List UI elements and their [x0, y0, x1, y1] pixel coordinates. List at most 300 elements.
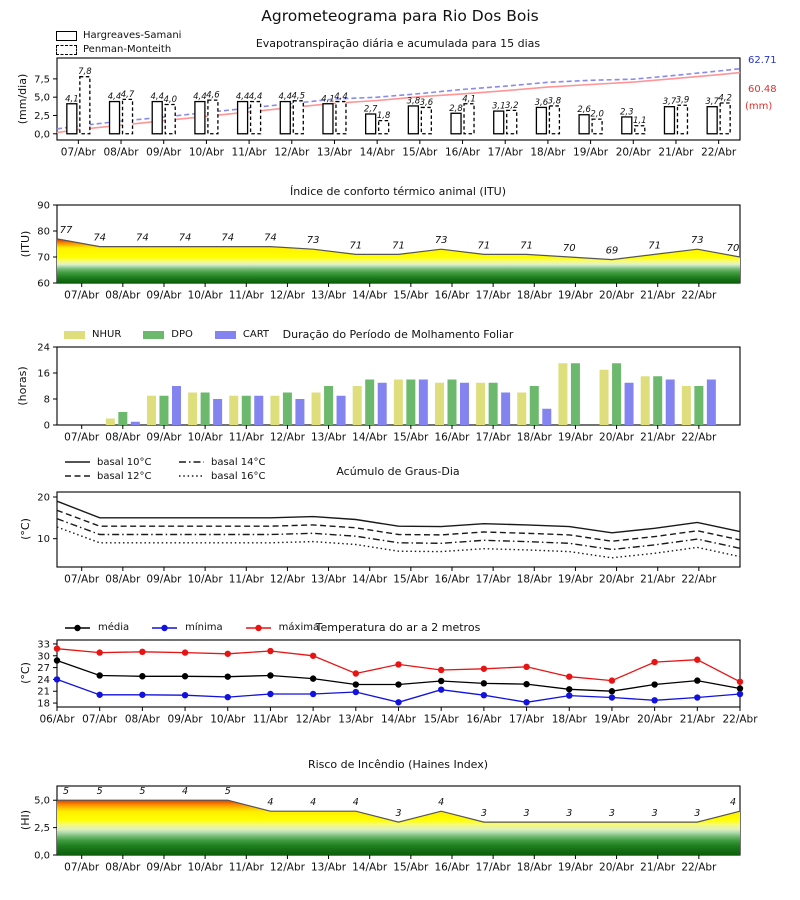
svg-text:60: 60 [37, 278, 50, 290]
temperature-marker [694, 657, 700, 663]
dpo-bar [641, 376, 650, 425]
svg-text:13/Abr: 13/Abr [311, 431, 347, 444]
svg-text:11/Abr: 11/Abr [228, 431, 264, 444]
svg-text:3: 3 [395, 808, 402, 820]
temperature-marker [566, 692, 572, 698]
temperature-marker [737, 679, 743, 685]
svg-text:7,5: 7,5 [34, 74, 50, 86]
dpo-bar [460, 383, 469, 425]
svg-text:21/Abr: 21/Abr [658, 146, 694, 159]
temperature-marker [267, 691, 273, 697]
svg-text:09/Abr: 09/Abr [146, 573, 182, 586]
svg-text:1,8: 1,8 [376, 111, 391, 122]
svg-text:07/Abr: 07/Abr [64, 861, 100, 874]
svg-text:21/Abr: 21/Abr [640, 289, 676, 302]
dpo-bar [270, 396, 279, 425]
svg-text:10/Abr: 10/Abr [188, 146, 224, 159]
temperature-marker [694, 694, 700, 700]
svg-text:17/Abr: 17/Abr [475, 431, 511, 444]
svg-text:11/Abr: 11/Abr [228, 289, 264, 302]
svg-text:09/Abr: 09/Abr [146, 289, 182, 302]
temperature-marker [267, 648, 273, 654]
chart-title-molhamento: Duração do Período de Molhamento Foliar [282, 328, 514, 341]
dpo-bar [666, 380, 675, 426]
dpo-bar [242, 396, 251, 425]
temperature-marker [96, 692, 102, 698]
et-bar [366, 114, 376, 134]
svg-text:4: 4 [310, 797, 317, 809]
et-bar [635, 126, 645, 134]
dpo-bar [501, 393, 510, 426]
svg-text:19/Abr: 19/Abr [557, 431, 593, 444]
svg-text:11/Abr: 11/Abr [231, 146, 267, 159]
svg-text:70: 70 [726, 243, 740, 254]
svg-text:24: 24 [37, 674, 50, 686]
dpo-bar [312, 393, 321, 426]
svg-text:30: 30 [37, 651, 50, 663]
svg-text:3: 3 [608, 808, 615, 820]
et-bar [622, 117, 632, 134]
legend-label: basal 16°C [211, 470, 266, 482]
svg-text:2,5: 2,5 [34, 823, 50, 835]
svg-text:5: 5 [139, 786, 146, 798]
svg-text:3,6: 3,6 [534, 97, 549, 108]
et-bar [280, 102, 290, 134]
dpo-bar [489, 383, 498, 425]
svg-text:4,1: 4,1 [462, 94, 476, 105]
temperature-marker [54, 645, 60, 651]
svg-text:70: 70 [562, 243, 576, 254]
svg-text:19/Abr: 19/Abr [557, 861, 593, 874]
chart-title-graus-dia: Acúmulo de Graus-Dia [336, 465, 460, 478]
svg-text:3: 3 [566, 808, 573, 820]
y-axis-label-evapo: (mm/dia) [16, 73, 29, 125]
et-bar [592, 119, 602, 134]
et-bar [379, 121, 389, 134]
legend-label: média [98, 622, 130, 633]
svg-text:71: 71 [392, 240, 405, 252]
svg-text:10/Abr: 10/Abr [210, 713, 246, 726]
temperature-marker [54, 676, 60, 682]
chart-title-temperatura: Temperatura do ar a 2 metros [315, 621, 481, 634]
svg-text:08/Abr: 08/Abr [103, 146, 139, 159]
temperature-marker [310, 653, 316, 659]
dpo-bar [229, 396, 238, 425]
svg-text:3,6: 3,6 [419, 97, 434, 108]
svg-text:13/Abr: 13/Abr [316, 146, 353, 159]
dpo-bar [419, 380, 428, 426]
svg-text:20/Abr: 20/Abr [637, 713, 673, 726]
svg-text:20: 20 [37, 492, 50, 504]
et-bar [494, 111, 504, 134]
svg-text:71: 71 [477, 240, 491, 252]
dpo-bar [172, 386, 181, 425]
svg-text:08/Abr: 08/Abr [105, 861, 141, 874]
temperature-marker [353, 681, 359, 687]
svg-text:06/Abr: 06/Abr [39, 713, 75, 726]
temperature-marker [353, 689, 359, 695]
svg-text:73: 73 [306, 235, 320, 247]
dpo-bar [447, 380, 456, 426]
temperature-marker [310, 691, 316, 697]
et-bar [336, 102, 346, 134]
svg-text:4: 4 [352, 797, 359, 809]
dpo-bar [653, 376, 662, 425]
temperature-marker [566, 686, 572, 692]
dpo-bar [707, 380, 716, 426]
dpo-bar [406, 380, 415, 426]
svg-text:80: 80 [37, 226, 50, 238]
temperature-marker [139, 649, 145, 655]
svg-text:4,4: 4,4 [193, 92, 207, 103]
chart-molhamento [37, 343, 740, 444]
svg-text:16/Abr: 16/Abr [434, 861, 470, 874]
legend-label: máxima [278, 622, 320, 633]
et-bar [67, 104, 77, 134]
svg-text:22/Abr: 22/Abr [722, 713, 758, 726]
legend-label: basal 12°C [97, 470, 152, 482]
svg-text:8: 8 [43, 394, 50, 406]
svg-text:69: 69 [605, 245, 619, 257]
svg-text:5,0: 5,0 [34, 795, 50, 807]
temperature-marker [481, 666, 487, 672]
et-bar [536, 107, 546, 133]
svg-text:74: 74 [136, 232, 149, 244]
svg-text:08/Abr: 08/Abr [105, 431, 141, 444]
svg-text:11/Abr: 11/Abr [252, 713, 288, 726]
svg-text:21/Abr: 21/Abr [640, 431, 676, 444]
svg-text:16/Abr: 16/Abr [444, 146, 481, 159]
svg-text:18/Abr: 18/Abr [516, 431, 552, 444]
chart-itu [37, 201, 740, 302]
dpo-bar [571, 363, 580, 425]
et-bar [707, 107, 717, 134]
svg-text:21/Abr: 21/Abr [640, 573, 676, 586]
temperature-marker [651, 697, 657, 703]
svg-text:1,1: 1,1 [633, 116, 647, 127]
et-bar [208, 100, 218, 134]
et-bar [110, 102, 120, 134]
svg-text:4,4: 4,4 [150, 92, 164, 103]
temperature-marker [182, 673, 188, 679]
dpo-bar [106, 419, 115, 426]
svg-text:21/Abr: 21/Abr [679, 713, 715, 726]
svg-text:17/Abr: 17/Abr [487, 146, 523, 159]
svg-text:4: 4 [267, 797, 274, 809]
temperature-marker [353, 670, 359, 676]
svg-text:21/Abr: 21/Abr [640, 861, 676, 874]
et-bar [238, 102, 248, 134]
svg-text:07/Abr: 07/Abr [64, 289, 100, 302]
svg-text:4,6: 4,6 [206, 90, 220, 101]
chart-title-evapotranspiration: Evapotranspiração diária e acumulada para 15 dias [255, 37, 541, 50]
et-bar [80, 77, 90, 134]
dpo-bar [365, 380, 374, 426]
svg-text:0,0: 0,0 [34, 129, 50, 141]
dpo-bar [324, 386, 333, 425]
dpo-bar [558, 363, 567, 425]
dpo-bar [353, 386, 362, 425]
temperature-marker [182, 692, 188, 698]
et-bar [251, 102, 261, 134]
temperature-marker [96, 649, 102, 655]
svg-text:14/Abr: 14/Abr [359, 146, 395, 159]
temperature-marker [566, 673, 572, 679]
svg-text:73: 73 [434, 235, 448, 247]
svg-text:4,5: 4,5 [291, 91, 306, 102]
svg-text:20/Abr: 20/Abr [599, 573, 635, 586]
temperature-marker [225, 673, 231, 679]
svg-text:18/Abr: 18/Abr [516, 289, 552, 302]
dpo-bar [295, 399, 304, 425]
dpo-bar [131, 422, 140, 425]
svg-text:2,3: 2,3 [620, 107, 634, 118]
svg-text:2,5: 2,5 [34, 110, 50, 122]
legend-label: basal 10°C [97, 456, 152, 468]
svg-text:12/Abr: 12/Abr [274, 146, 310, 159]
et-bar [152, 102, 162, 134]
svg-text:4,7: 4,7 [120, 89, 135, 100]
svg-text:4: 4 [438, 797, 445, 809]
svg-text:15/Abr: 15/Abr [393, 573, 429, 586]
svg-text:12/Abr: 12/Abr [269, 431, 305, 444]
svg-text:17/Abr: 17/Abr [475, 573, 511, 586]
temperature-marker [395, 681, 401, 687]
svg-text:3: 3 [480, 808, 487, 820]
et-bar [323, 104, 333, 134]
temperature-marker [395, 699, 401, 705]
et-bar [195, 102, 205, 134]
chart-temp [37, 639, 758, 725]
temperature-marker [395, 661, 401, 667]
svg-text:74: 74 [221, 232, 235, 244]
et-bar [123, 99, 133, 133]
dpo-bar [600, 370, 609, 425]
dpo-bar [435, 383, 444, 425]
svg-text:21: 21 [37, 686, 50, 698]
accumulated-total-hargreaves: 60.48 [748, 84, 777, 95]
legend-label: mínima [185, 622, 223, 633]
svg-text:4,4: 4,4 [278, 92, 293, 103]
svg-text:15/Abr: 15/Abr [393, 289, 429, 302]
svg-text:22/Abr: 22/Abr [681, 289, 717, 302]
temperature-marker [267, 672, 273, 678]
svg-text:14/Abr: 14/Abr [352, 573, 388, 586]
svg-text:10/Abr: 10/Abr [187, 861, 223, 874]
svg-text:3,7: 3,7 [705, 97, 719, 108]
temperature-marker [694, 677, 700, 683]
svg-text:0: 0 [43, 420, 50, 432]
svg-text:14/Abr: 14/Abr [352, 431, 388, 444]
svg-text:10/Abr: 10/Abr [187, 289, 223, 302]
svg-text:08/Abr: 08/Abr [124, 713, 160, 726]
svg-text:74: 74 [93, 232, 107, 244]
temperature-marker [225, 694, 231, 700]
svg-text:13/Abr: 13/Abr [338, 713, 374, 726]
temperature-marker [54, 657, 60, 663]
svg-text:17/Abr: 17/Abr [475, 289, 511, 302]
svg-text:10/Abr: 10/Abr [187, 431, 223, 444]
dpo-bar [147, 396, 156, 425]
svg-text:2,8: 2,8 [449, 103, 463, 114]
dpo-bar [188, 393, 197, 426]
svg-text:22/Abr: 22/Abr [701, 146, 737, 159]
temperature-marker [523, 681, 529, 687]
svg-text:18/Abr: 18/Abr [551, 713, 587, 726]
svg-text:12/Abr: 12/Abr [269, 861, 305, 874]
dpo-bar [254, 396, 263, 425]
svg-text:20/Abr: 20/Abr [599, 431, 635, 444]
svg-text:4: 4 [729, 797, 737, 809]
temperature-marker [523, 699, 529, 705]
svg-text:3: 3 [651, 808, 658, 820]
svg-text:08/Abr: 08/Abr [105, 289, 141, 302]
chart-evapo [34, 58, 740, 159]
svg-text:71: 71 [349, 240, 363, 252]
svg-text:14/Abr: 14/Abr [352, 289, 388, 302]
svg-text:10/Abr: 10/Abr [187, 573, 223, 586]
svg-text:19/Abr: 19/Abr [573, 146, 609, 159]
svg-text:22/Abr: 22/Abr [681, 573, 717, 586]
et-bar [549, 106, 559, 134]
temperature-marker [737, 691, 743, 697]
svg-text:5: 5 [96, 786, 103, 798]
et-bar [408, 106, 418, 134]
svg-text:07/Abr: 07/Abr [64, 573, 100, 586]
legend-label: basal 14°C [211, 456, 266, 468]
svg-text:2,7: 2,7 [363, 104, 378, 115]
legend-label: Hargreaves-Samani [83, 30, 182, 41]
chart-title-haines: Risco de Incêndio (Haines Index) [307, 758, 489, 771]
svg-text:4: 4 [182, 786, 189, 798]
degree-day-line [57, 501, 740, 533]
svg-text:16/Abr: 16/Abr [434, 573, 470, 586]
svg-text:74: 74 [178, 232, 192, 244]
svg-text:3: 3 [694, 808, 701, 820]
svg-text:3,7: 3,7 [662, 97, 677, 108]
temperature-marker [523, 664, 529, 670]
svg-text:90: 90 [37, 200, 50, 212]
svg-text:19/Abr: 19/Abr [557, 573, 593, 586]
y-axis-label-itu: (ITU) [19, 230, 32, 258]
svg-text:09/Abr: 09/Abr [167, 713, 203, 726]
svg-text:20/Abr: 20/Abr [615, 146, 651, 159]
temperature-marker [438, 667, 444, 673]
et-bar [165, 104, 175, 133]
svg-text:4,0: 4,0 [163, 94, 177, 105]
et-bar [293, 101, 303, 134]
svg-text:17/Abr: 17/Abr [509, 713, 545, 726]
svg-text:09/Abr: 09/Abr [146, 146, 182, 159]
svg-text:4,2: 4,2 [718, 93, 732, 104]
temperature-marker [609, 677, 615, 683]
svg-text:10: 10 [37, 534, 50, 546]
temperature-marker [609, 688, 615, 694]
svg-text:09/Abr: 09/Abr [146, 861, 182, 874]
svg-text:5: 5 [224, 786, 231, 798]
svg-text:16: 16 [37, 368, 50, 380]
svg-text:08/Abr: 08/Abr [105, 573, 141, 586]
svg-text:09/Abr: 09/Abr [146, 431, 182, 444]
temperature-marker [651, 681, 657, 687]
svg-text:4,1: 4,1 [65, 94, 79, 105]
dpo-bar [213, 399, 222, 425]
et-bar [507, 110, 517, 133]
svg-text:3,1: 3,1 [491, 101, 506, 112]
svg-text:4,4: 4,4 [248, 92, 263, 103]
dpo-bar [476, 383, 485, 425]
svg-text:3,8: 3,8 [406, 96, 421, 107]
y-axis-label-temp: (°C) [19, 662, 32, 684]
svg-text:12/Abr: 12/Abr [269, 289, 305, 302]
svg-text:2,6: 2,6 [577, 105, 591, 116]
chart-haines [34, 786, 740, 874]
svg-text:73: 73 [690, 235, 704, 247]
temperature-marker [182, 649, 188, 655]
svg-text:11/Abr: 11/Abr [228, 573, 264, 586]
svg-text:7,8: 7,8 [78, 67, 92, 78]
chart-title-itu: Índice de conforto térmico animal (ITU) [289, 185, 507, 198]
accumulated-unit-label: (mm) [745, 101, 773, 112]
svg-text:4,4: 4,4 [235, 92, 250, 103]
svg-text:20/Abr: 20/Abr [599, 289, 635, 302]
svg-text:22/Abr: 22/Abr [681, 861, 717, 874]
svg-text:0,0: 0,0 [34, 850, 50, 862]
svg-text:13/Abr: 13/Abr [311, 861, 347, 874]
et-bar [664, 107, 674, 134]
temperature-marker [96, 672, 102, 678]
svg-text:15/Abr: 15/Abr [393, 431, 429, 444]
y-axis-label-molhamento: (horas) [16, 366, 29, 406]
et-bar [677, 105, 687, 134]
svg-text:18/Abr: 18/Abr [516, 861, 552, 874]
legend-label: DPO [171, 329, 193, 340]
temperature-marker [737, 685, 743, 691]
temperature-marker [310, 675, 316, 681]
dpo-bar [118, 412, 127, 425]
dpo-bar [682, 386, 691, 425]
dpo-bar [337, 396, 346, 425]
et-bar [464, 104, 474, 134]
svg-text:17/Abr: 17/Abr [475, 861, 511, 874]
svg-text:4,4: 4,4 [107, 92, 122, 103]
y-axis-label-haines: (HI) [19, 809, 32, 831]
svg-text:18/Abr: 18/Abr [516, 573, 552, 586]
svg-text:3,2: 3,2 [504, 100, 519, 111]
temperature-marker [481, 680, 487, 686]
svg-text:77: 77 [59, 224, 73, 236]
chart-grausdia [37, 492, 740, 586]
legend-label: NHUR [92, 329, 122, 340]
svg-text:74: 74 [264, 232, 277, 244]
temperature-marker [139, 673, 145, 679]
svg-text:19/Abr: 19/Abr [557, 289, 593, 302]
dpo-bar [283, 393, 292, 426]
dpo-bar [159, 396, 168, 425]
legend-label: CART [242, 329, 270, 340]
svg-text:07/Abr: 07/Abr [64, 431, 100, 444]
svg-text:19/Abr: 19/Abr [594, 713, 630, 726]
et-bar [720, 103, 730, 134]
svg-text:3: 3 [523, 808, 530, 820]
svg-text:70: 70 [37, 252, 50, 264]
dpo-bar [542, 409, 551, 425]
svg-text:5,0: 5,0 [34, 92, 50, 104]
temperature-marker [139, 692, 145, 698]
svg-text:18: 18 [37, 698, 50, 710]
svg-text:15/Abr: 15/Abr [402, 146, 438, 159]
svg-text:12/Abr: 12/Abr [295, 713, 331, 726]
